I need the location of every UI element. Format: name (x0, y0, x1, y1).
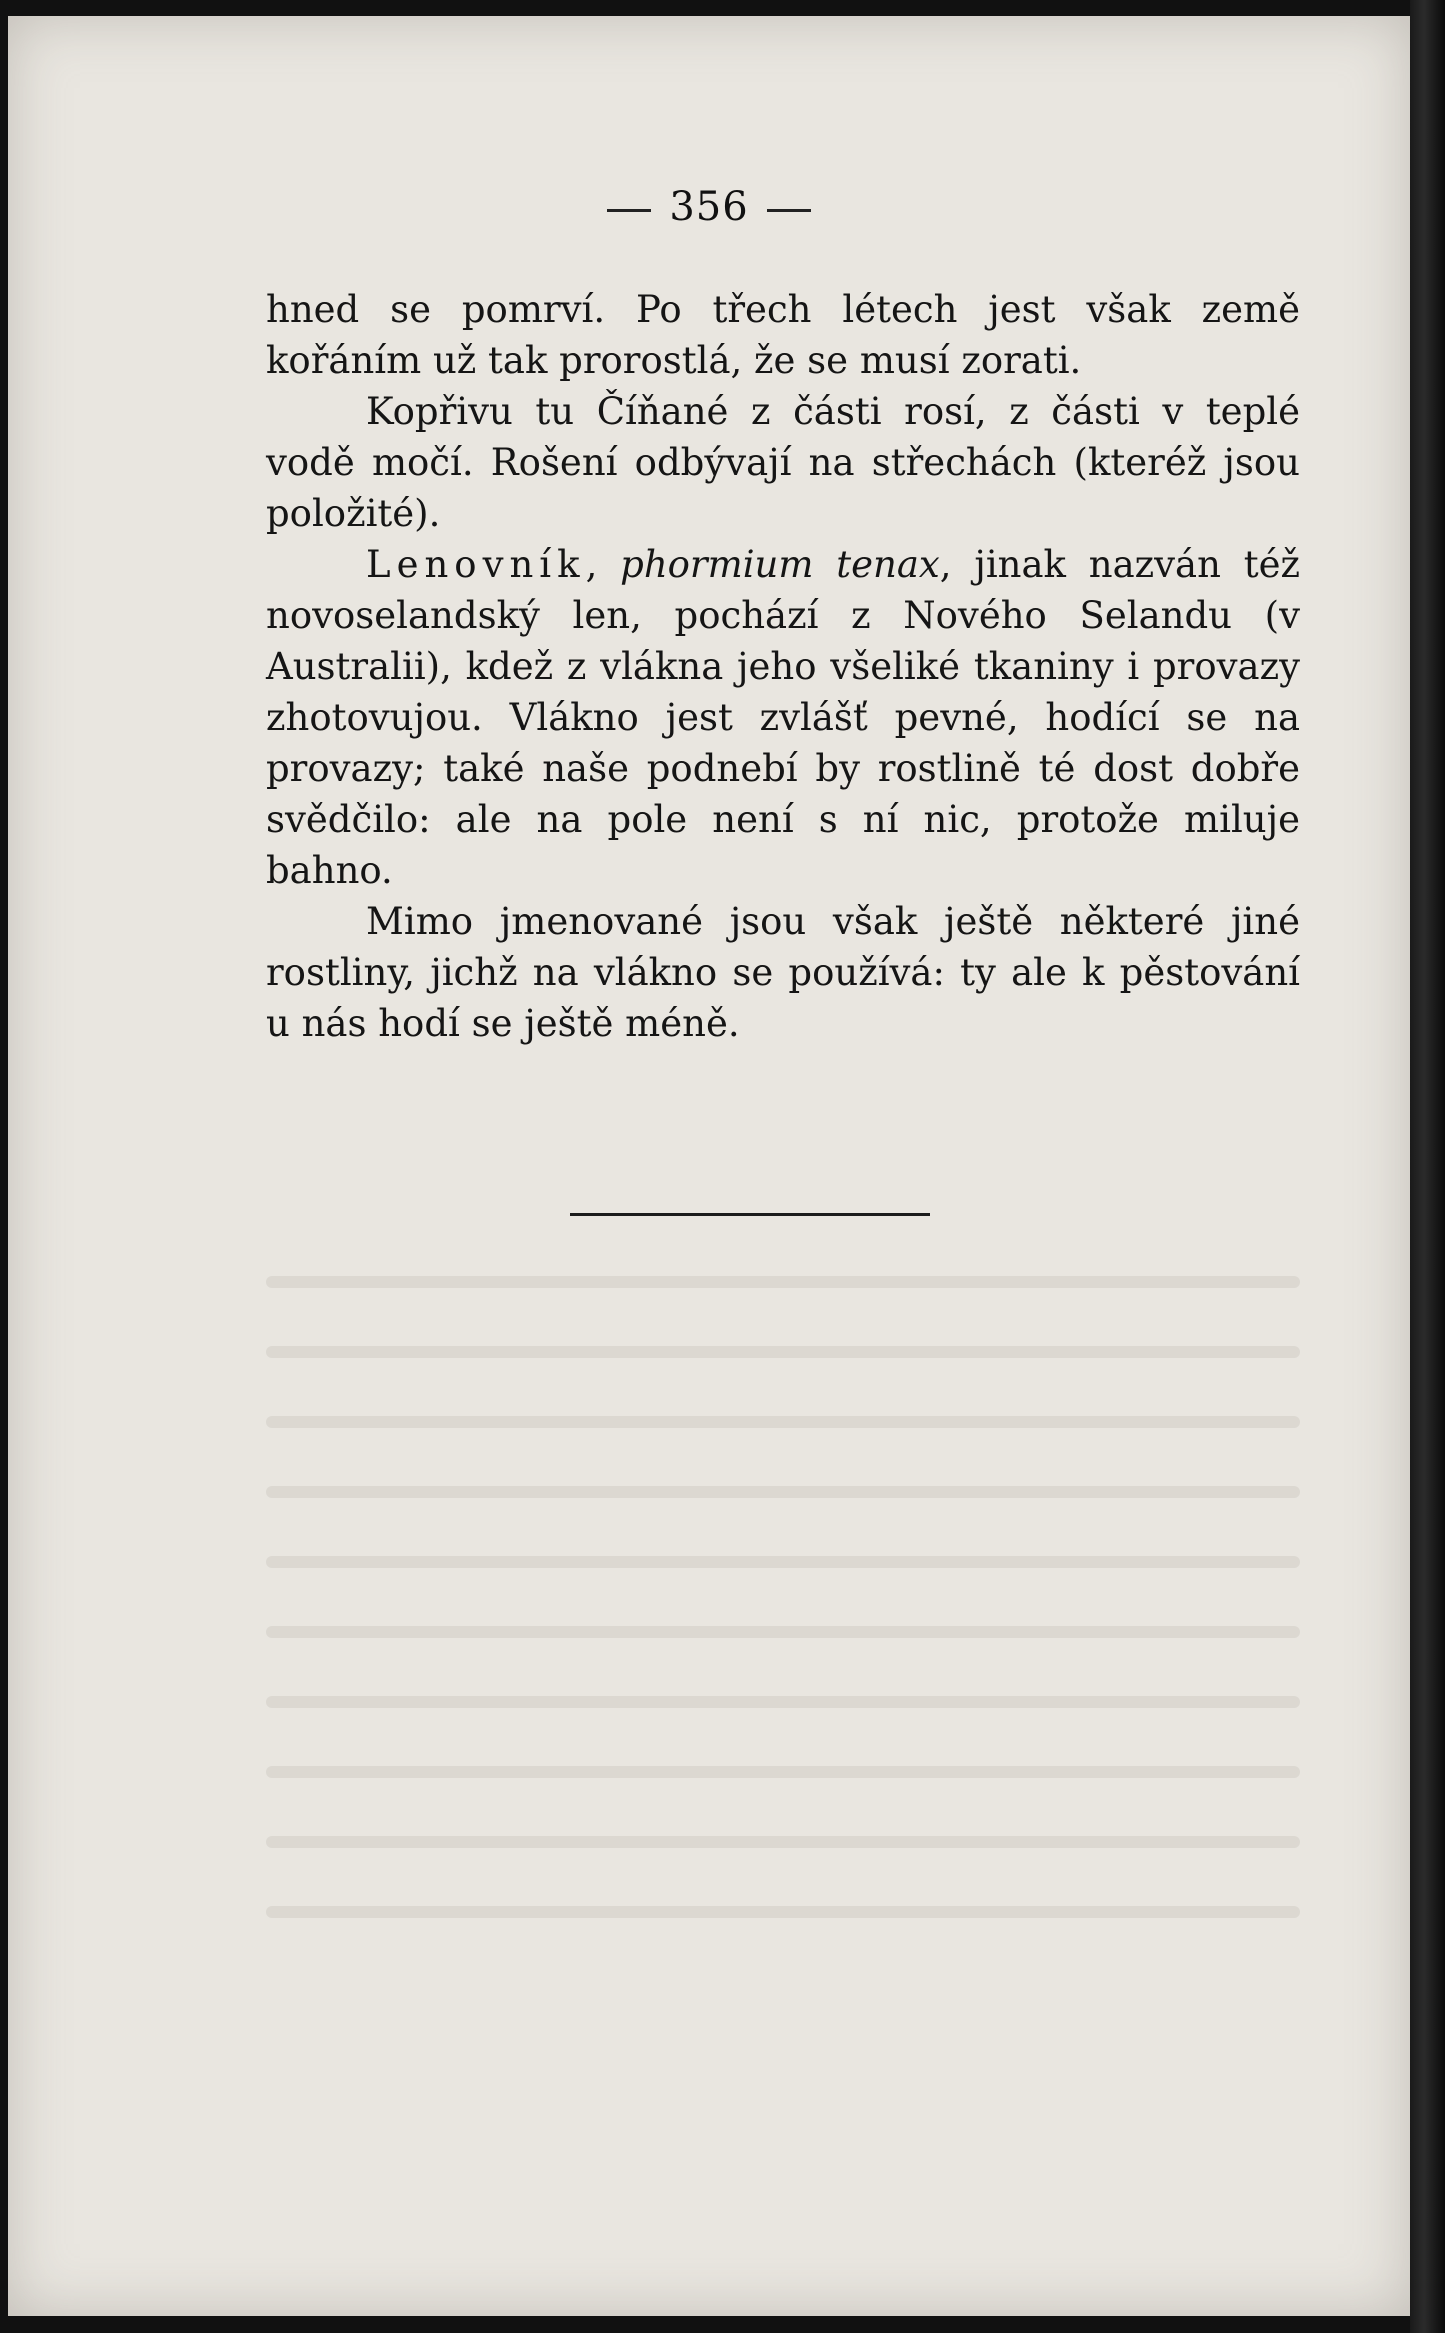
header-dash-left (607, 209, 651, 212)
term-lenovnik: Lenovník (366, 543, 586, 586)
bleed-through-line (266, 1626, 1300, 1638)
scan-edge-shadow (1410, 0, 1445, 2333)
paragraph-3 (266, 539, 1300, 896)
book-page (8, 16, 1410, 2316)
bleed-through-line (266, 1346, 1300, 1358)
bleed-through-line (266, 1836, 1300, 1848)
end-rule (570, 1213, 930, 1216)
paragraph-3-rest: , jinak nazván též novoselandský len, pochází z Nového Selandu (v Australii), kdež z vlákna jeho všeliké tkaniny i provazy zhotovujou. Vlákno jest zvlášť pevné, hodící se na provazy; také naše podnebí by rostlině té dost dobře svědčilo: ale na pole není s ní nic, protože miluje bahno. (266, 543, 1301, 892)
bleed-through-line (266, 1766, 1300, 1778)
page-header (8, 184, 1410, 230)
bleed-through-line (266, 1556, 1300, 1568)
header-dash-right (767, 209, 811, 212)
paragraph-4: Mimo jmenované jsou však ještě některé jiné rostliny, jichž na vlákno se používá: ty ale k pěstování u nás hodí se ještě méně. (266, 900, 1300, 1045)
term-separator: , (585, 543, 621, 586)
page-number: 356 (669, 184, 749, 230)
body-text (266, 284, 1300, 1049)
paragraph-1: hned se pomrví. Po třech létech jest však země kořáním už tak prorostlá, že se musí zorati. (266, 288, 1300, 382)
bleed-through-line (266, 1486, 1300, 1498)
bleed-through-line (266, 1696, 1300, 1708)
paragraph-2: Kopřivu tu Číňané z části rosí, z části v teplé vodě močí. Rošení odbývají na střechách (kteréž jsou položité). (266, 390, 1300, 535)
bleed-through-line (266, 1416, 1300, 1428)
bleed-through-line (266, 1276, 1300, 1288)
bleed-through-line (266, 1906, 1300, 1918)
latin-name: phormium tenax (620, 543, 940, 586)
